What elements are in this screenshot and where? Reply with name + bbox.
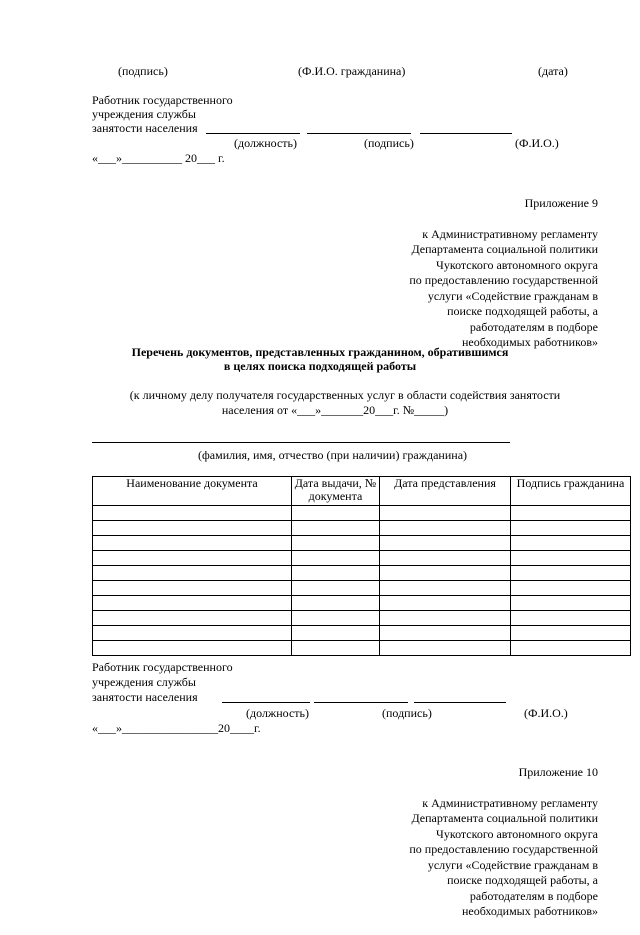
- fio-caption: (Ф.И.О.): [515, 136, 559, 150]
- table-header-row: [93, 477, 631, 506]
- list-heading-line-1: Перечень документов, представленных гражданином, обратившимся: [131, 345, 509, 359]
- worker-line-3: занятости населения: [92, 690, 198, 704]
- header-submission-date: Дата представления: [380, 477, 511, 506]
- date-line: «___»__________ 20___ г.: [92, 151, 225, 165]
- fio-underline: [414, 702, 506, 703]
- appendix-9-text: к Административному регламенту Департамента социальной политики Чукотского автономного округа по предоставлению государственной услуги «Содействие гражданам в поиске подходящей работы, а работодателям в подборе необходимых работников»: [409, 226, 598, 349]
- header-document-name: Наименование документа: [93, 477, 292, 506]
- documents-table: [92, 476, 631, 656]
- table-row: [93, 596, 631, 611]
- date-line: «___»________________20____г.: [92, 721, 261, 735]
- table-row: [93, 521, 631, 536]
- position-underline: [206, 133, 300, 134]
- table-row: [93, 641, 631, 656]
- table-row: [93, 551, 631, 566]
- appendix-9: [409, 180, 598, 366]
- date-caption: (дата): [538, 64, 568, 78]
- table-row: [93, 566, 631, 581]
- worker-line-3: занятости населения: [92, 121, 198, 135]
- appendix-10-title: Приложение 10: [518, 764, 598, 779]
- fio-caption: (Ф.И.О.): [524, 706, 568, 720]
- citizen-name-caption: (фамилия, имя, отчество (при наличии) гражданина): [198, 448, 468, 462]
- position-underline: [222, 702, 310, 703]
- header-issue-date: Дата выдачи, № документа: [292, 477, 380, 506]
- header-citizen-signature: Подпись гражданина: [511, 477, 631, 506]
- citizen-name-underline: [92, 442, 510, 443]
- table-row: [93, 506, 631, 521]
- fio-underline: [420, 133, 512, 134]
- worker-line-2: учреждения службы: [92, 107, 196, 121]
- table-row: [93, 626, 631, 641]
- position-caption: (должность): [234, 136, 297, 150]
- worker-line-1: Работник государственного: [92, 93, 233, 107]
- signature-caption: (подпись): [364, 136, 414, 150]
- position-caption: (должность): [246, 706, 309, 720]
- list-heading-line-2: в целях поиска подходящей работы: [223, 359, 417, 373]
- appendix-9-title: Приложение 9: [524, 195, 598, 210]
- list-subheading-line-2: населения от «___»_______20___г. №_____): [221, 403, 449, 417]
- table-row: [93, 611, 631, 626]
- signature-underline: [314, 702, 408, 703]
- appendix-10-text: к Административному регламенту Департамента социальной политики Чукотского автономного округа по предоставлению государственной услуги «Содействие гражданам в поиске подходящей работы, а работодателям в подборе необходимых работников»: [409, 795, 598, 918]
- signature-underline: [307, 133, 411, 134]
- worker-line-2: учреждения службы: [92, 675, 196, 689]
- appendix-10: [409, 749, 598, 935]
- fio-citizen-caption: (Ф.И.О. гражданина): [298, 64, 406, 78]
- table-row: [93, 536, 631, 551]
- signature-caption: (подпись): [382, 706, 432, 720]
- table-row: [93, 581, 631, 596]
- signature-caption: (подпись): [118, 64, 168, 78]
- worker-line-1: Работник государственного: [92, 660, 233, 674]
- list-subheading-line-1: (к личному делу получателя государственных услуг в области содействия занятости: [129, 388, 561, 402]
